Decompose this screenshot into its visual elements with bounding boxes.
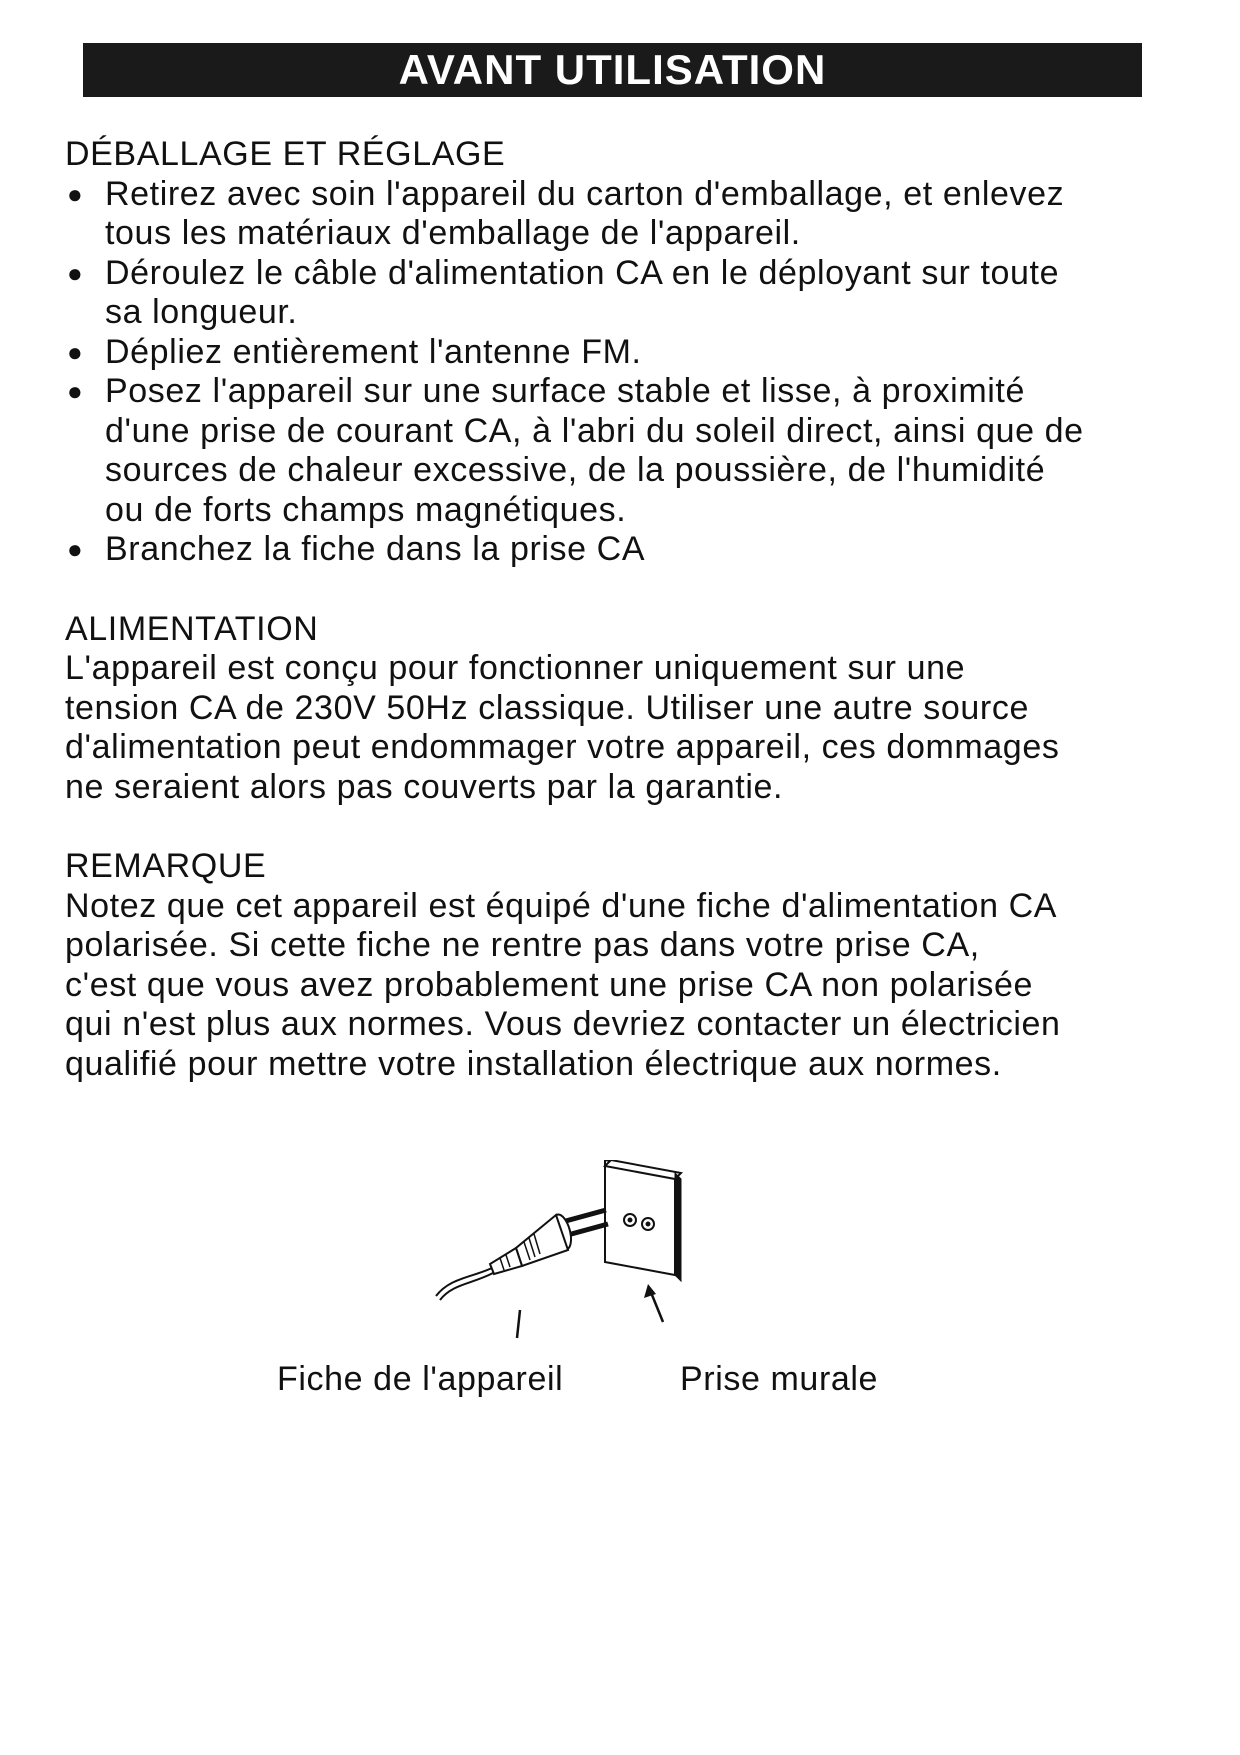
section-spacer bbox=[65, 807, 1185, 847]
unpacking-list bbox=[65, 175, 1185, 570]
list-item: ● Branchez la fiche dans la prise CA bbox=[67, 530, 646, 568]
list-item: ● Posez l'appareil sur une surface stable et lisse, à proximité d'une prise de courant CA, à l'abri du soleil direct, ainsi que de sources de chaleur excessive, de la poussière, de l'humidité ou de forts champs magnétiques. bbox=[67, 372, 1084, 529]
bullet-icon: ● bbox=[67, 534, 84, 564]
power-paragraph: L'appareil est conçu pour fonctionner uniquement sur une tension CA de 230V 50Hz classique. Utiliser une autre source d'alimentation peut endommager votre appareil, ces dommages ne seraient alors pas couverts par la garantie. bbox=[65, 649, 1060, 806]
bullet-icon: ● bbox=[67, 376, 84, 406]
section-title-note: REMARQUE bbox=[65, 847, 267, 885]
section-spacer bbox=[65, 570, 1185, 610]
section-title-power: ALIMENTATION bbox=[65, 609, 319, 648]
list-item: ● Déroulez le câble d'alimentation CA en le déployant sur toute sa longueur. bbox=[67, 253, 1060, 331]
plug-and-wall-socket-icon bbox=[430, 1160, 690, 1350]
page-title: AVANT UTILISATION bbox=[398, 46, 827, 93]
bullet-icon: ● bbox=[67, 257, 84, 288]
list-item: ● Retirez avec soin l'appareil du carton d'emballage, et enlevez tous les matériaux d'emballage de l'appareil. bbox=[67, 174, 1065, 252]
document-body bbox=[65, 135, 1185, 1084]
bullet-icon: ● bbox=[67, 336, 84, 367]
section-title-unpacking: DÉBALLAGE ET RÉGLAGE bbox=[65, 135, 506, 173]
caption-socket: Prise murale bbox=[680, 1360, 879, 1398]
page-header-bar bbox=[83, 43, 1142, 97]
caption-plug: Fiche de l'appareil bbox=[277, 1360, 564, 1398]
note-paragraph: Notez que cet appareil est équipé d'une fiche d'alimentation CA polarisée. Si cette fiche ne rentre pas dans votre prise CA, c'est que vous avez probablement une prise CA non polarisée qui n'est plus aux normes. Vous devriez contacter un électricien qualifié pour mettre votre installation électrique aux normes. bbox=[65, 886, 1061, 1083]
list-item: ● Dépliez entièrement l'antenne FM. bbox=[67, 332, 642, 371]
bullet-icon: ● bbox=[67, 178, 84, 209]
